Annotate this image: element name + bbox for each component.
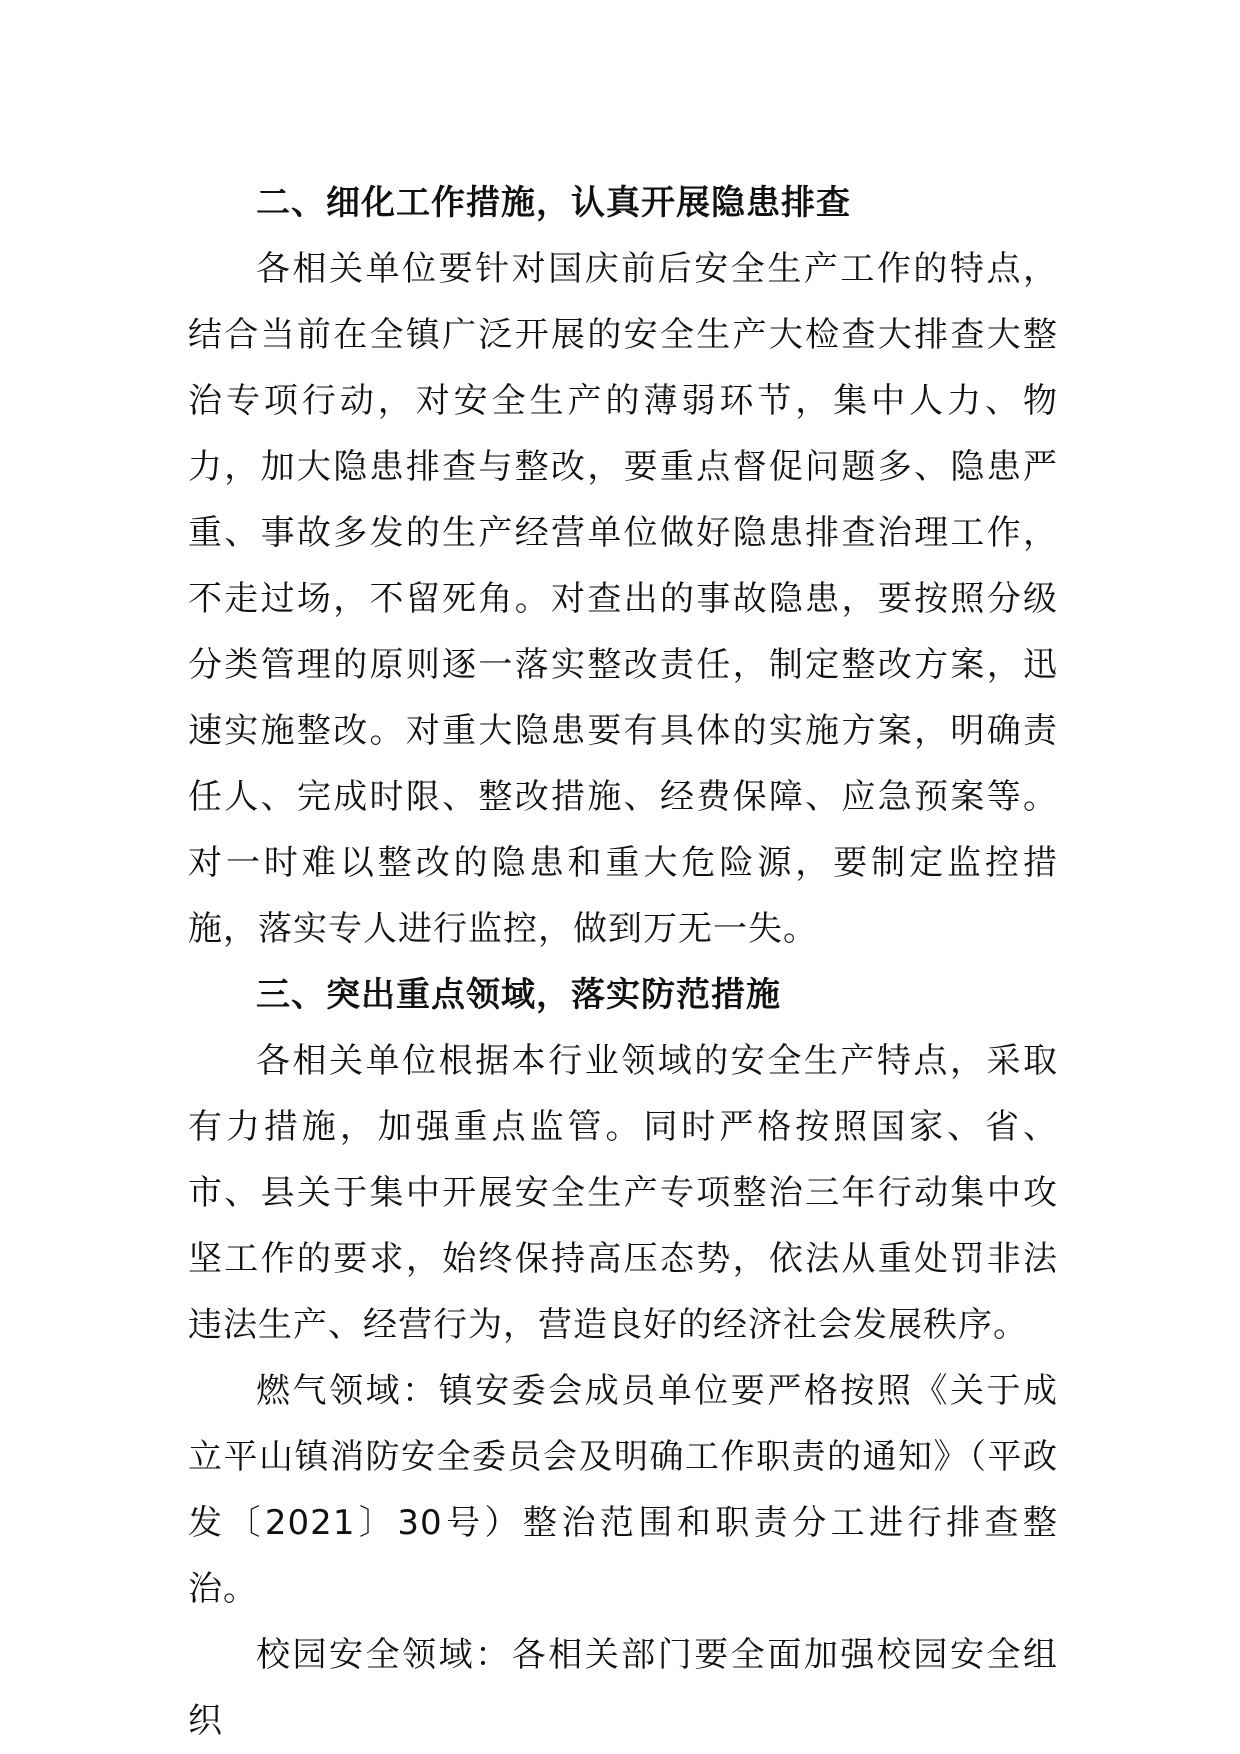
document-body — [188, 170, 1058, 1754]
section-3-paragraph: 各相关单位根据本行业领域的安全生产特点，采取有力措施，加强重点监管。同时严格按照国家、省、市、县关于集中开展安全生产专项整治三年行动集中攻坚工作的要求，始终保持高压态势，依法从重处罚非法违法生产、经营行为，营造良好的经济社会发展秩序。 — [188, 1041, 1058, 1345]
section-2-paragraph: 各相关单位要针对国庆前后安全生产工作的特点，结合当前在全镇广泛开展的安全生产大检查大排查大整治专项行动，对安全生产的薄弱环节，集中人力、物力，加大隐患排查与整改，要重点督促问题多、隐患严重、事故多发的生产经营单位做好隐患排查治理工作，不走过场，不留死角。对查出的事故隐患，要按照分级分类管理的原则逐一落实整改责任，制定整改方案，迅速实施整改。对重大隐患要有具体的实施方案，明确责任人、完成时限、整改措施、经费保障、应急预案等。对一时难以整改的隐患和重大危险源，要制定监控措施，落实专人进行监控，做到万无一失。 — [188, 249, 1058, 949]
gas-field-paragraph: 燃气领域：镇安委会成员单位要严格按照《关于成立平山镇消防安全委员会及明确工作职责的通知》（平政发〔2021〕30号）整治范围和职责分工进行排查整治。 — [188, 1371, 1058, 1609]
campus-field-paragraph: 校园安全领域：各相关部门要全面加强校园安全组织 — [188, 1635, 1058, 1741]
section-3-heading: 三、突出重点领域，落实防范措施 — [256, 975, 781, 1015]
section-2-heading: 二、细化工作措施，认真开展隐患排查 — [256, 183, 851, 223]
